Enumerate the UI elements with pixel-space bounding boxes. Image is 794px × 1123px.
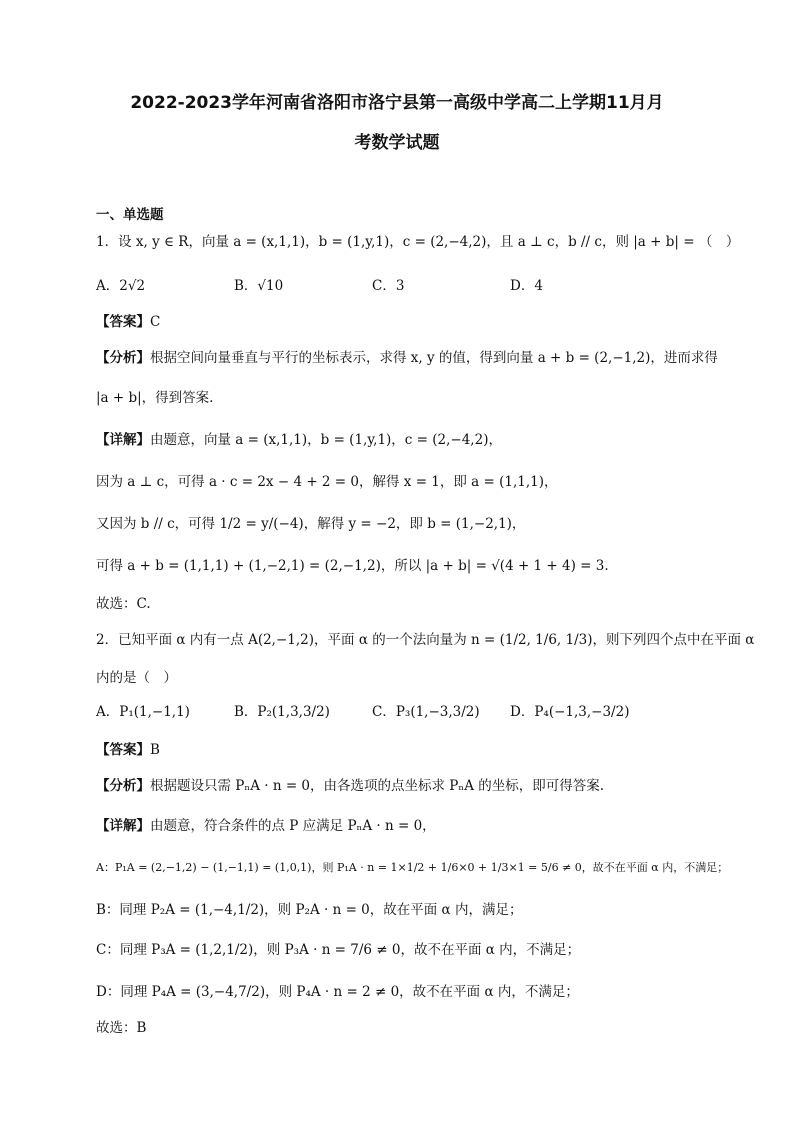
q1-detail-line-1 bbox=[96, 430, 754, 450]
detail-tag: 【详解】 bbox=[96, 432, 150, 448]
q1-option-a: A．2√2 bbox=[96, 278, 146, 294]
q1-analysis-line-1 bbox=[96, 348, 754, 368]
q2-answer bbox=[96, 740, 754, 760]
document-title-line-1: 2022-2023学年河南省洛阳市洛宁县第一高级中学高二上学期11月月 bbox=[130, 93, 664, 113]
q1-stem: 1．设 x, y ∈ R，向量 a = (x,1,1)，b = (1,y,1)，c = (2,−4,2)，且 a ⊥ c，b // c，则 |a + b| = （ ） bbox=[96, 234, 740, 250]
detail-tag: 【详解】 bbox=[96, 818, 150, 834]
detail-text: 由题意，向量 a = (x,1,1)，b = (1,y,1)，c = (2,−4,2)， bbox=[150, 432, 502, 448]
answer-tag: 【答案】 bbox=[96, 314, 150, 330]
q2-option-c: C．P₃(1,−3,3/2) bbox=[372, 704, 480, 720]
q1-option-d: D．4 bbox=[510, 278, 543, 294]
q1-choice: 故选：C. bbox=[96, 596, 151, 612]
q2-detail-intro bbox=[96, 816, 754, 836]
answer-tag: 【答案】 bbox=[96, 742, 150, 758]
analysis-tag: 【分析】 bbox=[96, 778, 150, 794]
q1-detail-line-2: 因为 a ⊥ c，可得 a · c = 2x − 4 + 2 = 0，解得 x = 1，即 a = (1,1,1)， bbox=[96, 474, 558, 490]
q2-analysis bbox=[96, 776, 754, 796]
q1-option-c: C．3 bbox=[372, 278, 405, 294]
q2-option-a: A．P₁(1,−1,1) bbox=[96, 704, 190, 720]
q1-options bbox=[96, 276, 754, 296]
analysis-text: 根据空间向量垂直与平行的坐标表示，求得 x, y 的值，得到向量 a + b = (2,−1,2)，进而求得 bbox=[150, 350, 718, 366]
q1-answer bbox=[96, 312, 754, 332]
q2-stem-line-1: 2．已知平面 α 内有一点 A(2,−1,2)，平面 α 的一个法向量为 n = (1/2, 1/6, 1/3)，则下列四个点中在平面 α bbox=[96, 632, 755, 648]
q2-detail-b: B：同理 P₂A = (1,−4,1/2)，则 P₂A · n = 0，故在平面 α 内，满足； bbox=[96, 902, 523, 918]
document-title-line-2: 考数学试题 bbox=[354, 133, 440, 153]
q2-stem-line-2: 内的是（ ） bbox=[96, 670, 177, 686]
detail-text: 由题意，符合条件的点 P 应满足 PₙA · n = 0， bbox=[150, 818, 436, 834]
analysis-tag: 【分析】 bbox=[96, 350, 150, 366]
analysis-text: 根据题设只需 PₙA · n = 0，由各选项的点坐标求 PₙA 的坐标，即可得答案. bbox=[150, 778, 605, 794]
q2-choice: 故选：B bbox=[96, 1020, 147, 1036]
section-heading: 一、单选题 bbox=[96, 207, 164, 223]
q2-detail-c: C：同理 P₃A = (1,2,1/2)，则 P₃A · n = 7/6 ≠ 0，故不在平面 α 内，不满足； bbox=[96, 942, 581, 958]
q2-detail-a: A：P₁A = (2,−1,2) − (1,−1,1) = (1,0,1)，则 P₁A · n = 1×1/2 + 1/6×0 + 1/3×1 = 5/6 ≠ 0，故不在平面 α 内，不满足； bbox=[96, 861, 729, 874]
q1-detail-line-4: 可得 a + b = (1,1,1) + (1,−2,1) = (2,−1,2)，所以 |a + b| = √(4 + 1 + 4) = 3. bbox=[96, 558, 609, 574]
q2-detail-d: D：同理 P₄A = (3,−4,7/2)，则 P₄A · n = 2 ≠ 0，故不在平面 α 内，不满足； bbox=[96, 984, 579, 1000]
q1-analysis-line-2: |a + b|，得到答案. bbox=[96, 390, 214, 406]
q2-option-d: D．P₄(−1,3,−3/2) bbox=[510, 704, 630, 720]
q1-option-b: B．√10 bbox=[234, 278, 284, 294]
answer-value: B bbox=[150, 742, 160, 758]
q2-options bbox=[96, 702, 754, 722]
q1-detail-line-3: 又因为 b // c，可得 1/2 = y/(−4)，解得 y = −2，即 b = (1,−2,1)， bbox=[96, 516, 526, 532]
q2-option-b: B．P₂(1,3,3/2) bbox=[234, 704, 330, 720]
answer-value: C bbox=[150, 314, 161, 330]
